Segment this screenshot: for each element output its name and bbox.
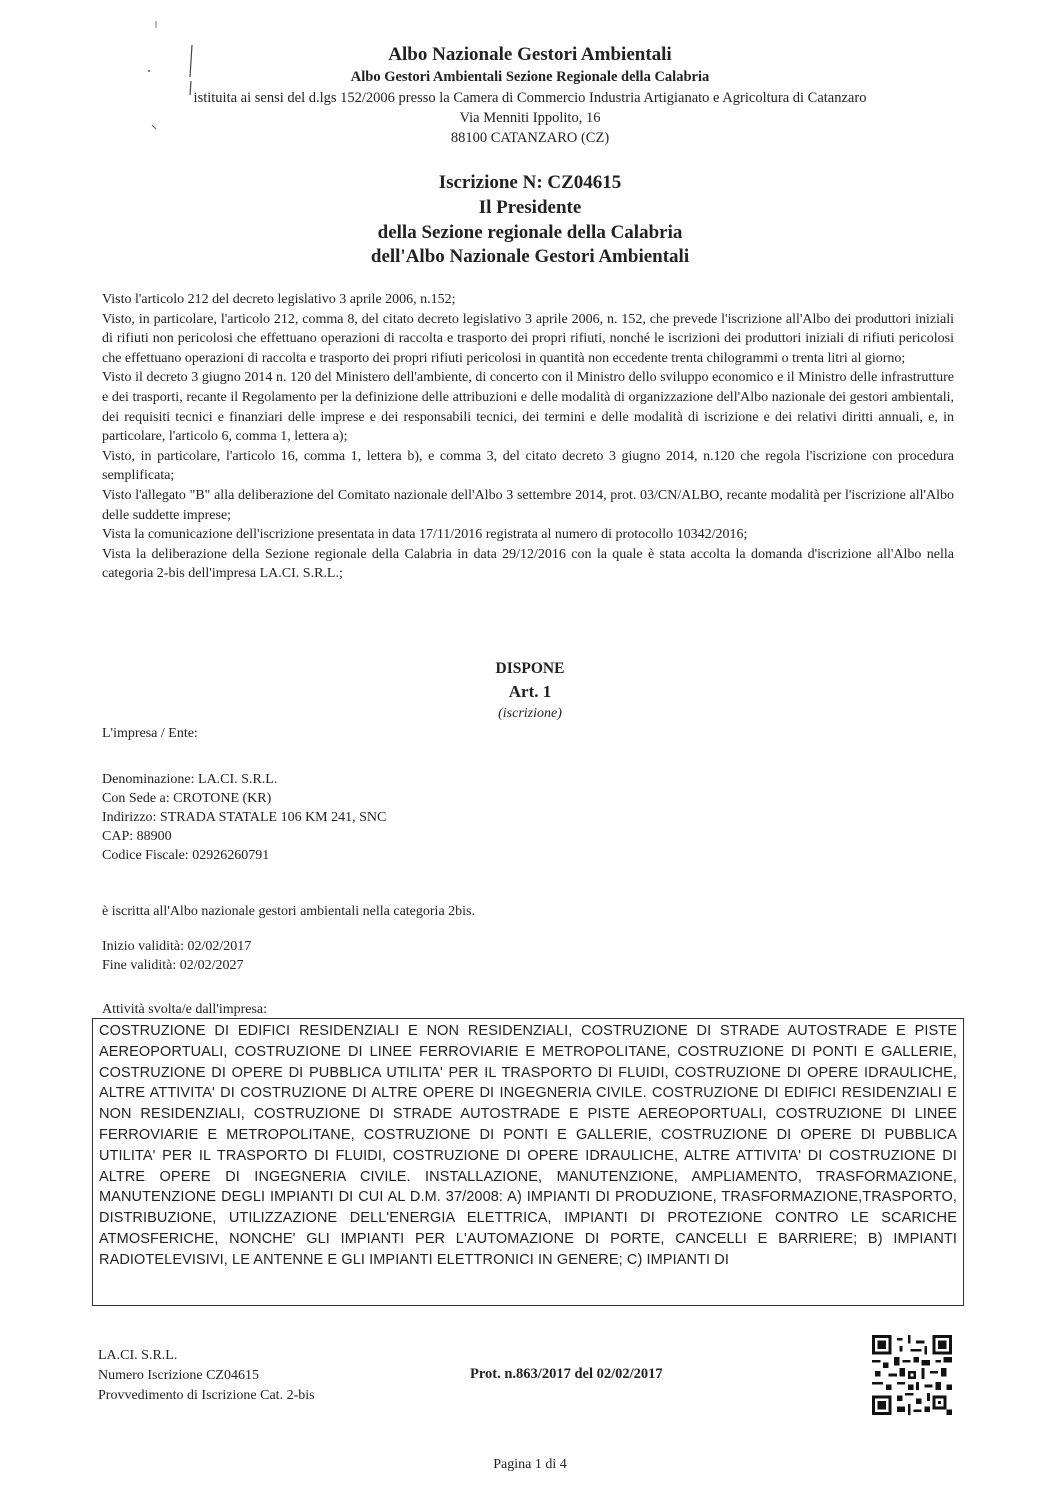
attivita-box [92,1018,964,1306]
iscritta-statement: è iscritta all'Albo nazionale gestori ambientali nella categoria 2bis. [102,904,475,919]
visto-paragraph: Vista la deliberazione della Sezione regionale della Calabria in data 29/12/2016 con la quale è stata accolta la domanda d'iscrizione all'Albo nella categoria 2-bis dell'impresa LA.CI. S.R.L.; [102,546,954,582]
company-details [102,770,386,865]
dispone-heading: DISPONE [495,660,565,677]
article-heading: Art. 1 [508,682,552,701]
sede: Con Sede a: CROTONE (KR) [102,791,272,806]
validity-dates [102,937,251,975]
albo-heading: dell'Albo Nazionale Gestori Ambientali [370,246,690,267]
visto-section [102,290,954,584]
presidente-heading: Il Presidente [478,197,582,218]
instituted-line: istituita ai sensi del d.lgs 152/2006 presso la Camera di Commercio Industria Artigianato e Agricoltura di Catanzaro [193,90,867,106]
visto-paragraph: Visto l'allegato "B" alla deliberazione del Comitato nazionale dell'Albo 3 settembre 2014, prot. 03/CN/ALBO, recante modalità per l'iscrizione all'Albo delle suddette imprese; [102,487,954,523]
visto-paragraph: Visto l'articolo 212 del decreto legislativo 3 aprile 2006, n.152; [102,292,456,307]
inizio-validita: Inizio validità: 02/02/2017 [102,939,252,954]
visto-paragraph: Visto, in particolare, l'articolo 16, comma 1, lettera b), e comma 3, del citato decreto 3 giugno 2014, n.120 che regola l'iscrizione con procedura semplificata; [102,448,954,484]
cap: CAP: 88900 [102,829,172,844]
codice-fiscale: Codice Fiscale: 02926260791 [102,848,270,863]
article-subtitle: (iscrizione) [498,706,562,721]
footer-numero: Numero Iscrizione CZ04615 [98,1368,259,1383]
footer-company: LA.CI. S.R.L. [98,1348,178,1363]
footer-info [98,1346,315,1406]
visto-paragraph: Vista la comunicazione dell'iscrizione presentata in data 17/11/2016 registrata al numero di protocollo 10342/2016; [102,527,748,543]
visto-paragraph: Visto il decreto 3 giugno 2014 n. 120 del Ministero dell'ambiente, di concerto con il Ministro dello sviluppo economico e il Ministro delle infrastrutture e dei trasporti, recante il Regolamento per la definizione delle attribuzioni e delle modalità di organizzazione dell'Albo nazionale dei gestori ambientali, dei requisiti tecnici e finanziari delle imprese e dei responsabili tecnici, dei termini e delle modalità di iscrizione e dei relativi diritti annuali, e, in particolare, l'articolo 6, comma 1, lettera a); [102,370,954,445]
indirizzo: Indirizzo: STRADA STATALE 106 KM 241, SNC [102,810,387,825]
city-line: 88100 CATANZARO (CZ) [450,130,610,146]
page-number: Pagina 1 di 4 [493,1457,567,1472]
attivita-text: COSTRUZIONE DI EDIFICI RESIDENZIALI E NON RESIDENZIALI, COSTRUZIONE DI STRADE AUTOSTRADE E PISTE AEREOPORTUALI, COSTRUZIONE DI LINEE FERROVIARIE E METROPOLITANE, COSTRUZIONE DI PONTI E GALLERIE, COSTRUZIONE DI OPERE DI PUBBLICA UTILITA' PER IL TRASPORTO DI FLUIDI, COSTRUZIONE DI OPERE IDRAULICHE, ALTRE ATTIVITA' DI COSTRUZIONE DI ALTRE OPERE DI INGEGNERIA CIVILE. COSTRUZIONE DI EDIFICI RESIDENZIALI E NON RESIDENZIALI, COSTRUZIONE DI STRADE AUTOSTRADE E PISTE AEREOPORTUALI, COSTRUZIONE DI LINEE FERROVIARIE E METROPOLITANE, COSTRUZIONE DI PONTI E GALLERIE, COSTRUZIONE DI OPERE DI PUBBLICA UTILITA' PER IL TRASPORTO DI FLUIDI, COSTRUZIONE DI OPERE IDRAULICHE, ALTRE ATTIVITA' DI COSTRUZIONE DI ALTRE OPERE DI INGEGNERIA CIVILE. INSTALLAZIONE, MANUTENZIONE, AMPLIAMENTO, TRASFORMAZIONE, MANUTENZIONE DEGLI IMPIANTI DI CUI AL D.M. 37/2008: A) IMPIANTI DI PRODUZIONE, TRASFORMAZIONE,TRASPORTO, DISTRIBUZIONE, UTILIZZAZIONE DELL'ENERGIA ELETTRICA, IMPIANTI DI PROTEZIONE CONTRO LE SCARICHE ATMOSFERICHE, NONCHE' GLI IMPIANTI PER L'AUTOMAZIONE DI PORTE, CANCELLI E BARRIERE; B) IMPIANTI RADIOTELEVISIVI, LE ANTENNE E GLI IMPIANTI ELETTRONICI IN GENERE; C) IMPIANTI DI [99,1023,957,1268]
attivita-label: Attività svolta/e dall'impresa: [102,1002,268,1017]
sezione-heading: della Sezione regionale della Calabria [377,222,683,243]
protocol-number: Prot. n.863/2017 del 02/02/2017 [470,1366,663,1382]
iscrizione-number: Iscrizione N: CZ04615 [438,172,622,193]
qr-code-icon [872,1335,952,1415]
section-title: Albo Gestori Ambientali Sezione Regionale della Calabria [350,69,710,85]
impresa-label: L'impresa / Ente: [102,726,198,741]
org-title: Albo Nazionale Gestori Ambientali [388,44,672,65]
visto-paragraph: Visto, in particolare, l'articolo 212, comma 8, del citato decreto legislativo 3 aprile 2006, n. 152, che prevede l'iscrizione all'Albo dei produttori iniziali di rifiuti non pericolosi che effettuano operazioni di raccolta e trasporto dei propri rifiuti, nonché le iscrizioni dei produttori iniziali di rifiuti pericolosi che effettuano operazioni di raccolta e trasporto dei propri rifiuti pericolosi in quantità non eccedente trenta chilogrammi o trenta litri al giorno; [102,311,954,366]
denominazione: Denominazione: LA.CI. S.R.L. [102,772,278,787]
fine-validita: Fine validità: 02/02/2027 [102,958,244,973]
address-line: Via Menniti Ippolito, 16 [459,110,601,126]
footer-provvedimento: Provvedimento di Iscrizione Cat. 2-bis [98,1388,315,1403]
